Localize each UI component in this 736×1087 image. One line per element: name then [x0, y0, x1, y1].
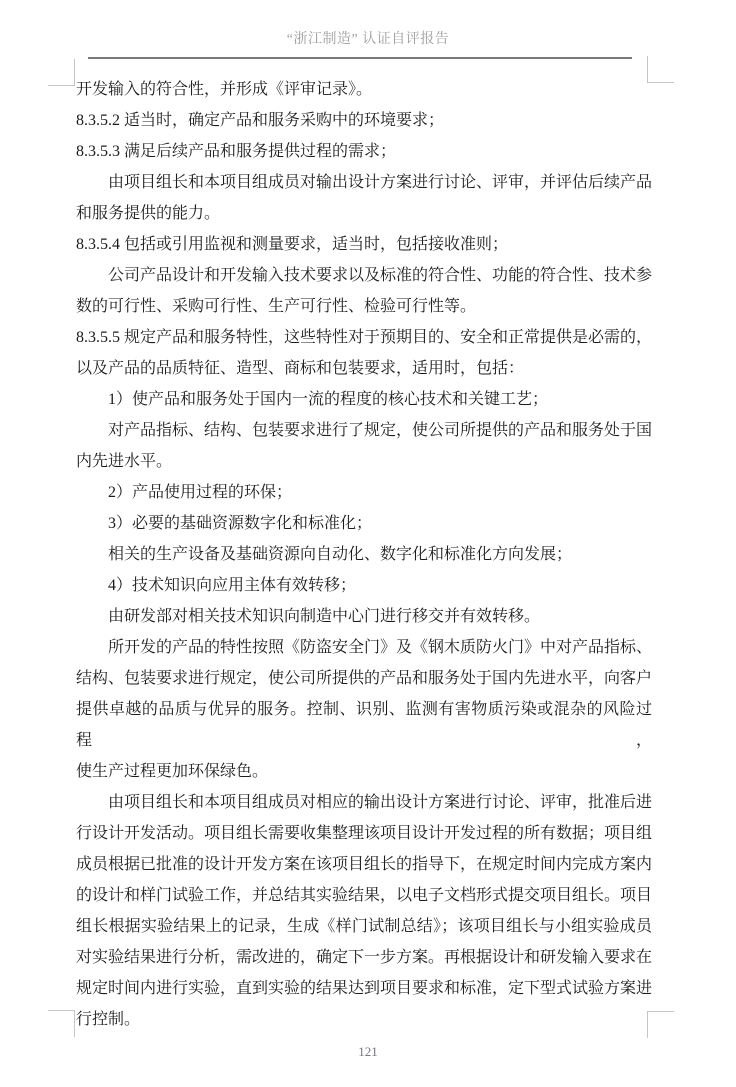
text-line: 使生产过程更加环保绿色。 [76, 763, 269, 780]
text-line: 8.3.5.4 包括或引用监视和测量要求，适当时，包括接收准则； [76, 236, 509, 253]
text-line: 相关的生产设备及基础资源向自动化、数字化和标准化方向发展； [108, 546, 573, 563]
text-line: 对实验结果进行分析，需改进的，确定下一步方案。再根据设计和研发输入要求在 [76, 949, 653, 966]
text-line: 8.3.5.5 规定产品和服务特性，这些特性对于预期目的、安全和正常提供是必需的， [76, 329, 653, 346]
text-line: 所开发的产品的特性按照《防盗安全门》及《钢木质防火门》中对产品指标、 [108, 639, 653, 656]
text-line: 8.3.5.2 适当时，确定产品和服务采购中的环境要求； [76, 112, 445, 129]
text-line: 规定时间内进行实验，直到实验的结果达到项目要求和标准，定下型式试验方案进 [76, 980, 653, 997]
text-line: 行设计开发活动。项目组长需要收集整理该项目设计开发过程的所有数据；项目组 [76, 825, 653, 842]
text-line: 由项目组长和本项目组成员对输出设计方案进行讨论、评审，并评估后续产品 [108, 174, 653, 191]
page-header-title: “浙江制造” 认证自评报告 [286, 32, 450, 47]
text-line: 1）使产品和服务处于国内一流的程度的核心技术和关键工艺； [108, 391, 549, 408]
text-line: 8.3.5.3 满足后续产品和服务提供过程的需求； [76, 143, 397, 160]
text-line: 组长根据实验结果上的记录，生成《样门试制总结》；该项目组长与小组实验成员 [76, 918, 652, 935]
text-line: 公司产品设计和开发输入技术要求以及标准的符合性、功能的符合性、技术参 [108, 267, 653, 284]
text-line: 以及产品的品质特征、造型、商标和包装要求，适用时，包括： [76, 360, 525, 377]
header-rule [88, 57, 632, 59]
text-line: 由项目组长和本项目组成员对相应的输出设计方案进行讨论、评审，批准后进 [108, 794, 653, 811]
text-line: 由研发部对相关技术知识向制造中心门进行移交并有效转移。 [108, 608, 541, 625]
text-line: 数的可行性、采购可行性、生产可行性、检验可行性等。 [76, 298, 477, 315]
crop-mark-top-left [48, 59, 75, 86]
text-line: 2）产品使用过程的环保； [108, 484, 293, 501]
text-line: 开发输入的符合性，并形成《评审记录》。 [76, 81, 373, 98]
crop-mark-bottom-left [48, 1010, 75, 1037]
text-line: 成员根据已批准的设计开发方案在该项目组长的指导下，在规定时间内完成方案内 [76, 856, 653, 873]
text-line: 内先进水平。 [76, 453, 173, 470]
text-line: 对产品指标、结构、包装要求进行了规定，使公司所提供的产品和服务处于国 [108, 422, 653, 439]
page-number: 121 [358, 1044, 378, 1059]
text-line: 提供卓越的品质与优异的服务。控制、识别、监测有害物质污染或混杂的风险过程， [76, 701, 652, 749]
text-line: 结构、包装要求进行规定，使公司所提供的产品和服务处于国内先进水平，向客户 [76, 670, 653, 687]
text-line: 行控制。 [76, 1011, 141, 1028]
document-body [76, 74, 652, 1035]
text-line: 3）必要的基础资源数字化和标准化； [108, 515, 373, 532]
text-line: 4）技术知识向应用主体有效转移； [108, 577, 357, 594]
text-line: 的设计和样门试验工作，并总结其实验结果，以电子文档形式提交项目组长。项目 [76, 887, 653, 904]
page-footer [0, 1044, 736, 1060]
text-line: 和服务提供的能力。 [76, 205, 221, 222]
